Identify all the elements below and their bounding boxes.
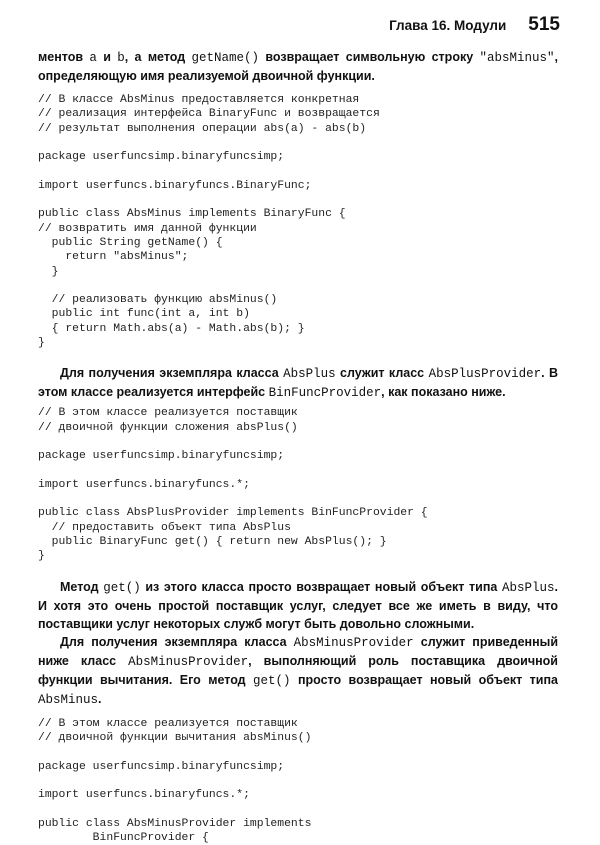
code-line bbox=[38, 745, 558, 759]
code-line: public BinaryFunc get() { return new AbsPlus(); } bbox=[38, 536, 387, 549]
code-line: // двоичной функции вычитания absMinus() bbox=[38, 731, 312, 744]
code-line: package userfuncsimp.binaryfuncsimp; bbox=[38, 450, 285, 463]
code-line bbox=[38, 492, 558, 506]
page-number: 515 bbox=[528, 14, 560, 35]
paragraph-get-method: Метод get() из этого класса просто возвращает новый объект типа AbsPlus. И хотя это очень простой поставщик услуг, следует все же иметь в виду, что поставщики услуг некоторых служб могут быть довольно сложными. bbox=[38, 579, 558, 631]
code-listing-absminus bbox=[38, 93, 558, 350]
code-line: } bbox=[38, 265, 59, 278]
running-header bbox=[389, 14, 560, 36]
paragraph-absminus-provider: Для получения экземпляра класса AbsMinusProvider служит приведенный ниже класс AbsMinusProvider, выполняющий роль поставщика двоичной функции вычитания. Его метод get() просто возвращает новый объект типа AbsMinus. bbox=[38, 634, 558, 707]
code-listing-absplus-provider bbox=[38, 406, 558, 563]
code-listing-absminus-provider bbox=[38, 717, 558, 845]
code-line: // В этом классе реализуется поставщик bbox=[38, 717, 298, 730]
code-line: import userfuncs.binaryfuncs.BinaryFunc; bbox=[38, 179, 312, 192]
code-line bbox=[38, 193, 558, 207]
code-line: } bbox=[38, 337, 45, 350]
code-line: public int func(int a, int b) bbox=[38, 308, 250, 321]
code-line: public class AbsMinusProvider implements bbox=[38, 817, 312, 830]
code-line: public String getName() { bbox=[38, 236, 223, 249]
code-line bbox=[38, 279, 558, 293]
code-line: package userfuncsimp.binaryfuncsimp; bbox=[38, 151, 285, 164]
code-line: // В классе AbsMinus предоставляется конкретная bbox=[38, 94, 360, 106]
code-line: package userfuncsimp.binaryfuncsimp; bbox=[38, 760, 285, 773]
code-line: } bbox=[38, 550, 45, 563]
code-line: import userfuncs.binaryfuncs.*; bbox=[38, 478, 250, 491]
code-line bbox=[38, 464, 558, 478]
code-line: // возвратить имя данной функции bbox=[38, 222, 257, 235]
code-line: return "absMinus"; bbox=[38, 251, 189, 264]
page-body bbox=[38, 48, 558, 845]
code-line: // предоставить объект типа AbsPlus bbox=[38, 521, 291, 534]
code-line: import userfuncs.binaryfuncs.*; bbox=[38, 789, 250, 802]
code-line bbox=[38, 136, 558, 150]
paragraph-intro: ментов a и b, а метод getName() возвращает символьную строку "absMinus", определяющую имя реализуемой двоичной функции. bbox=[38, 50, 558, 83]
code-line: { return Math.abs(a) - Math.abs(b); } bbox=[38, 322, 305, 335]
code-line: // В этом классе реализуется поставщик bbox=[38, 407, 298, 420]
code-line bbox=[38, 164, 558, 178]
code-line bbox=[38, 774, 558, 788]
chapter-title: Глава 16. Модули bbox=[389, 18, 507, 33]
code-line: public class AbsPlusProvider implements BinFuncProvider { bbox=[38, 507, 428, 520]
code-line: // реализация интерфейса BinaryFunc и возвращается bbox=[38, 108, 380, 121]
code-line: // реализовать функцию absMinus() bbox=[38, 294, 278, 307]
paragraph-absplus-provider: Для получения экземпляра класса AbsPlus служит класс AbsPlusProvider. В этом классе реализуется интерфейс BinFuncProvider, как показано ниже. bbox=[38, 366, 559, 401]
code-line: // двоичной функции сложения absPlus() bbox=[38, 421, 298, 434]
code-line bbox=[38, 802, 558, 816]
code-line: public class AbsMinus implements BinaryFunc { bbox=[38, 208, 346, 221]
code-line bbox=[38, 435, 558, 449]
code-line: BinFuncProvider { bbox=[38, 831, 209, 844]
code-line: // результат выполнения операции abs(a) - abs(b) bbox=[38, 122, 367, 135]
